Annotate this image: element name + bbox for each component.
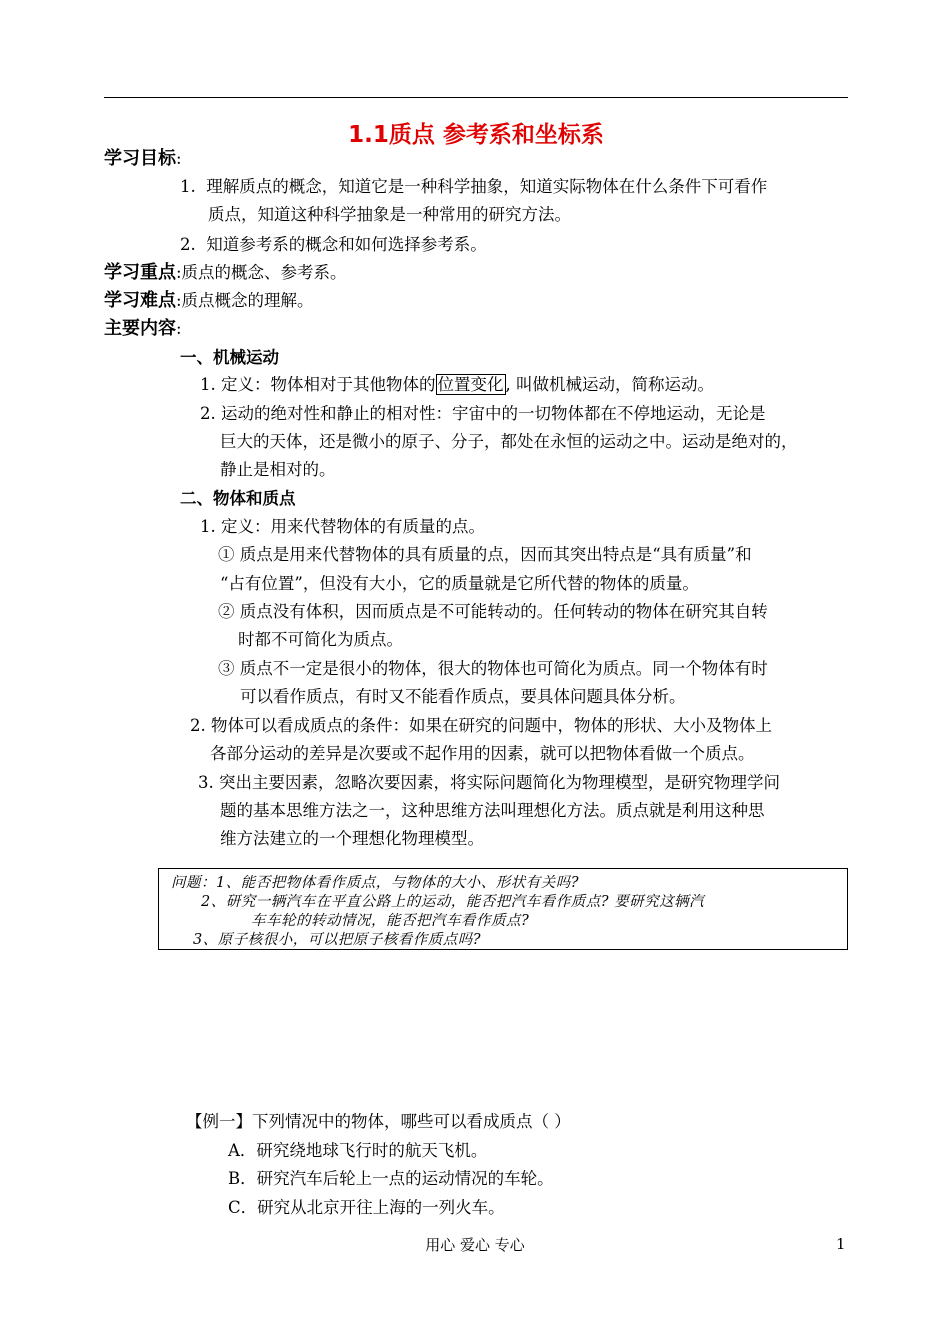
section2-c3-line2: 可以看作质点，有时又不能看作质点，要具体问题具体分析。: [240, 687, 686, 706]
main-content-heading: [104, 318, 182, 340]
section1-def-pre: 1. 定义：物体相对于其他物体的: [200, 375, 436, 394]
goal-item-1-line1: [180, 176, 767, 198]
question-2-line1: 2、研究一辆汽车在平直公路上的运动，能否把汽车看作质点? 要研究这辆汽: [201, 894, 705, 910]
question-1: 问题：1、能否把物体看作质点，与物体的大小、形状有关吗?: [171, 875, 579, 891]
section2-p3-line3: 维方法建立的一个理想化物理模型。: [220, 829, 484, 848]
boxed-term: 位置变化: [437, 375, 504, 394]
section1-def-post: , 叫做机械运动，简称运动。: [505, 375, 714, 394]
section2-c1-line1: ① 质点是用来代替物体的具有质量的点，因而其突出特点是“具有质量”和: [218, 545, 752, 564]
example-option-a: A．研究绕地球飞行时的航天飞机。: [228, 1141, 488, 1160]
key-point: [104, 262, 347, 284]
section2-c2-line1: ② 质点没有体积，因而质点是不可能转动的。任何转动的物体在研究其自转: [218, 602, 768, 621]
page-title: 1.1质点 参考系和坐标系: [348, 122, 604, 148]
example-option-c: C．研究从北京开往上海的一列火车。: [228, 1198, 505, 1217]
question-box: [158, 868, 848, 950]
goal-item-2: [180, 234, 487, 256]
section1-definition: [200, 374, 714, 396]
goal-item-2-num: 2.: [180, 235, 196, 254]
goals-label: 学习目标: [104, 148, 176, 169]
difficulty-label: 学习难点: [104, 290, 176, 311]
section1-heading: 一、机械运动: [180, 348, 279, 367]
goals-colon: :: [176, 149, 182, 168]
section2-p2-line2: 各部分运动的差异是次要或不起作用的因素，就可以把物体看做一个质点。: [210, 744, 755, 763]
goal-item-2-text: 知道参考系的概念和如何选择参考系。: [206, 235, 487, 254]
main-content-label: 主要内容: [104, 318, 176, 339]
goal-item-1-line2: 质点，知道这种科学抽象是一种常用的研究方法。: [208, 205, 571, 224]
main-content-colon: :: [176, 319, 182, 338]
section2-heading: 二、物体和质点: [180, 489, 296, 508]
section1-p2-line3: 静止是相对的。: [220, 460, 336, 479]
question-2-line2: 车车轮的转动情况，能否把汽车看作质点?: [251, 913, 530, 929]
goal-item-1-num: 1.: [180, 177, 196, 196]
header-rule: [104, 97, 848, 98]
section2-c2-line2: 时都不可简化为质点。: [238, 630, 403, 649]
key-point-text: :质点的概念、参考系。: [176, 263, 347, 282]
example-option-b: B．研究汽车后轮上一点的运动情况的车轮。: [228, 1169, 554, 1188]
page-number: 1: [836, 1235, 846, 1253]
section1-p2-line1: 2. 运动的绝对性和静止的相对性：宇宙中的一切物体都在不停地运动，无论是: [200, 404, 766, 423]
section1-p2-line2: 巨大的天体，还是微小的原子、分子，都处在永恒的运动之中。运动是绝对的，: [220, 432, 798, 451]
footer-motto: 用心 爱心 专心: [425, 1236, 525, 1254]
section2-c1-line2: “占有位置”，但没有大小，它的质量就是它所代替的物体的质量。: [220, 574, 699, 593]
section2-p3-line2: 题的基本思维方法之一，这种思维方法叫理想化方法。质点就是利用这种思: [220, 801, 765, 820]
question-3: 3、原子核很小，可以把原子核看作质点吗?: [193, 932, 481, 948]
goal-item-1-text: 理解质点的概念，知道它是一种科学抽象，知道实际物体在什么条件下可看作: [206, 177, 768, 196]
section2-p3-line1: 3. 突出主要因素，忽略次要因素，将实际问题简化为物理模型，是研究物理学问: [198, 773, 780, 792]
example-stem: 【例一】下列情况中的物体，哪些可以看成质点（ ）: [186, 1112, 571, 1131]
difficulty: [104, 290, 314, 312]
difficulty-text: :质点概念的理解。: [176, 291, 314, 310]
section2-c3-line1: ③ 质点不一定是很小的物体，很大的物体也可简化为质点。同一个物体有时: [218, 659, 768, 678]
section2-p2-line1: 2. 物体可以看成质点的条件：如果在研究的问题中，物体的形状、大小及物体上: [190, 716, 772, 735]
section2-definition: 1. 定义：用来代替物体的有质量的点。: [200, 517, 485, 536]
key-point-label: 学习重点: [104, 262, 176, 283]
goals-heading: [104, 148, 182, 170]
